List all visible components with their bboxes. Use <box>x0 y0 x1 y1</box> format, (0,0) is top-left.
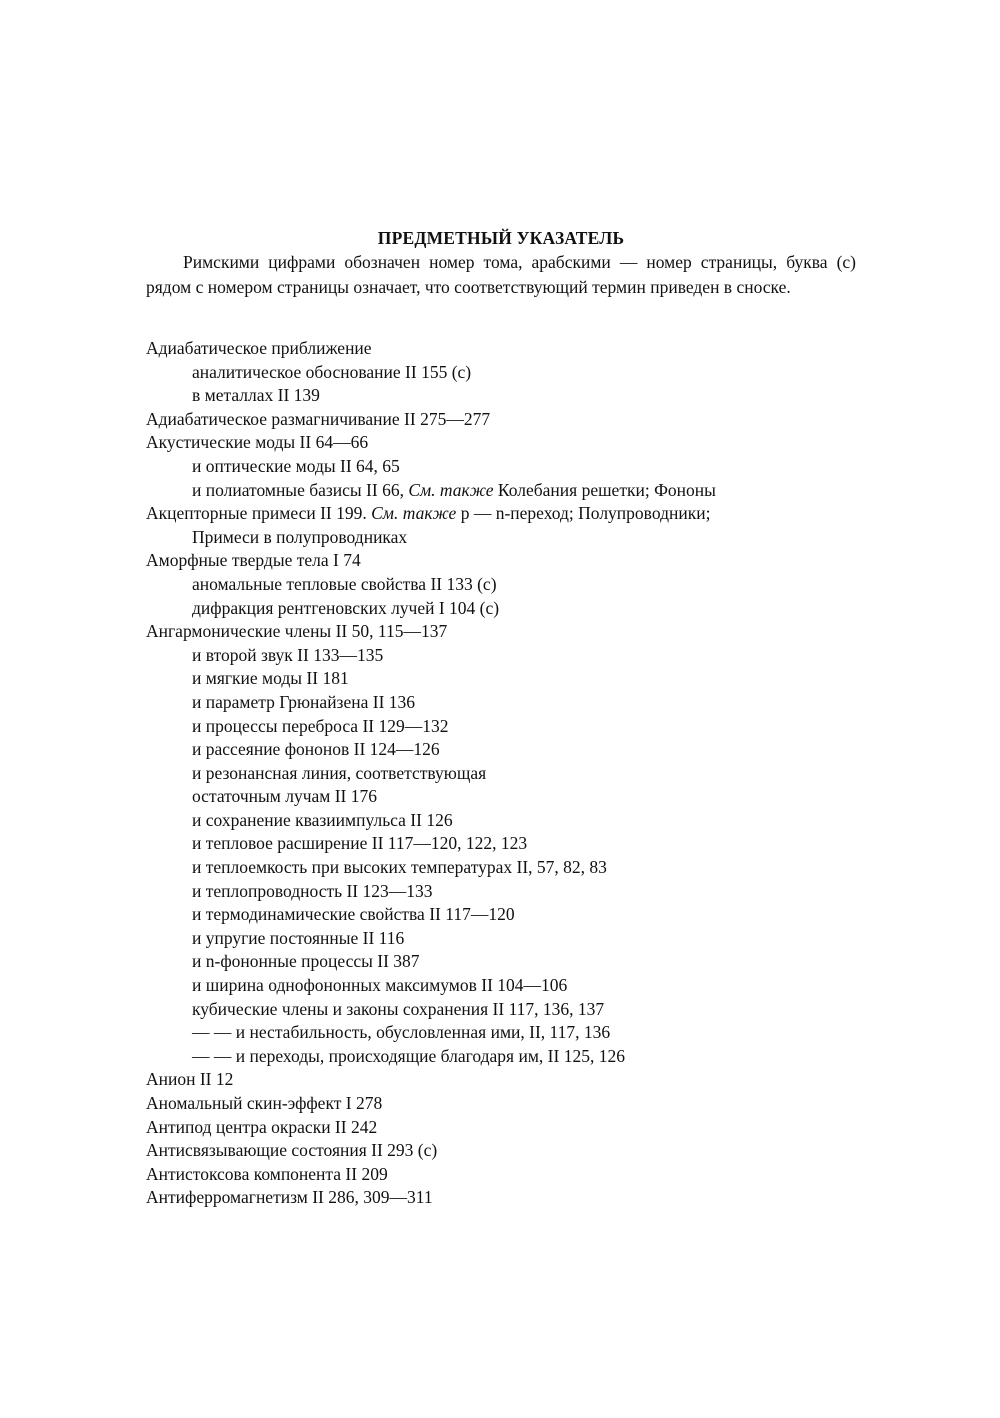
index-subentry: и мягкие моды II 181 <box>192 668 349 689</box>
index-entry: Акустические моды II 64—66 <box>146 432 369 453</box>
index-subentry: и n-фононные процессы II 387 <box>192 951 420 972</box>
index-subentry: и резонансная линия, соответствующая <box>192 762 487 783</box>
index-subentry: кубические члены и законы сохранения II 117, 136, 137 <box>192 998 605 1019</box>
index-subentry: и теплопроводность II 123—133 <box>192 880 433 901</box>
index-entry: Аморфные твердые тела I 74 <box>146 550 361 571</box>
cross-reference-label: См. также <box>408 479 494 500</box>
index-entry: Антисвязывающие состояния II 293 (с) <box>146 1140 438 1161</box>
index-subsubentry: — — и нестабильность, обусловленная ими, II, 117, 136 <box>192 1022 611 1043</box>
index-entries <box>146 337 856 1210</box>
index-subentry: и теплоемкость при высоких температурах II, 57, 82, 83 <box>192 857 607 878</box>
index-subentry: и упругие постоянные II 116 <box>192 927 405 948</box>
index-entry: Аномальный скин-эффект I 278 <box>146 1093 383 1113</box>
index-subsubentry: — — и переходы, происходящие благодаря им, II 125, 126 <box>192 1045 625 1066</box>
index-subentry: и параметр Грюнайзена II 136 <box>192 691 416 712</box>
cross-reference-label: См. также <box>371 503 457 524</box>
intro-paragraph: Римскими цифрами обозначен номер тома, арабскими — номер страницы, буква (с) рядом с номером страницы означает, что соответствующий термин приведен в сноске. <box>146 252 856 297</box>
index-subentry: и сохранение квазиимпульса II 126 <box>192 809 453 830</box>
index-subentry-continuation: остаточным лучам II 176 <box>192 786 377 807</box>
index-subentry: и ширина однофононных максимумов II 104—106 <box>192 975 568 996</box>
page-title: ПРЕДМЕТНЫЙ УКАЗАТЕЛЬ <box>377 228 625 248</box>
index-subentry: аналитическое обоснование II 155 (с) <box>192 361 472 382</box>
index-subentry: и оптические моды II 64, 65 <box>192 455 400 476</box>
entry-text: и полиатомные базисы II 66, <box>192 479 409 500</box>
index-subentry: и термодинамические свойства II 117—120 <box>192 904 515 925</box>
index-entry: Адиабатическое приближение <box>146 338 372 358</box>
index-entry: Ангармонические члены II 50, 115—137 <box>146 621 448 642</box>
index-entry: Антипод центра окраски II 242 <box>146 1116 378 1137</box>
index-entry: Адиабатическое размагничивание II 275—277 <box>146 408 491 429</box>
index-subentry: и рассеяние фононов II 124—126 <box>192 739 440 760</box>
index-subentry: аномальные тепловые свойства II 133 (с) <box>192 573 497 594</box>
cross-reference-targets: Колебания решетки; Фононы <box>493 479 716 500</box>
index-entry: Антиферромагнетизм II 286, 309—311 <box>146 1187 433 1208</box>
index-subentry: и тепловое расширение II 117—120, 122, 123 <box>192 833 528 854</box>
index-subentry <box>146 479 856 503</box>
index-subentry: в металлах II 139 <box>192 385 320 406</box>
index-entry: Анион II 12 <box>146 1069 234 1090</box>
index-subentry: и процессы переброса II 129—132 <box>192 715 449 736</box>
index-entry <box>146 502 856 526</box>
index-entry: Антистоксова компонента II 209 <box>146 1163 388 1184</box>
entry-text: Акцепторные примеси II 199. <box>146 503 372 524</box>
index-subentry: и второй звук II 133—135 <box>192 644 384 665</box>
index-subentry: дифракция рентгеновских лучей I 104 (с) <box>192 597 500 618</box>
index-page <box>146 226 856 1210</box>
cross-reference-targets: p — n-переход; Полупроводники; <box>456 503 711 524</box>
index-entry-continuation: Примеси в полупроводниках <box>192 526 408 547</box>
